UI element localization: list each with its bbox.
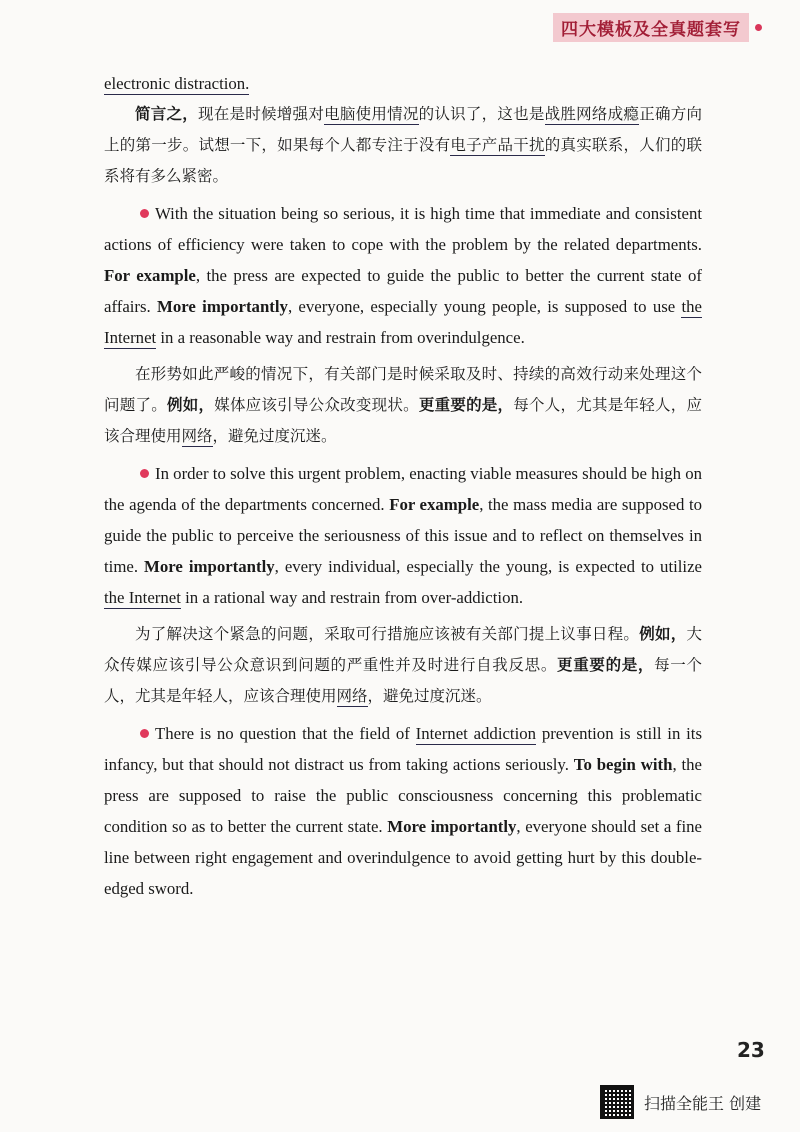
bullet-icon [140,469,149,478]
paragraph-0: electronic distraction. [104,74,250,93]
paragraph-1-zh: 简言之，现在是时候增强对电脑使用情况的认识了，这也是战胜网络成瘾正确方向上的第一步。试想一下，如果每个人都专注于没有电子产品干扰的真实联系，人们的联系将有多么紧密。 [104,105,702,185]
watermark-text: 扫描全能王 创建 [644,1093,762,1113]
paragraph-5-zh: 为了解决这个紧急的问题，采取可行措施应该被有关部门提上议事日程。例如，大众传媒应该引导公众意识到问题的严重性并及时进行自我反思。更重要的是，每一个人，尤其是年轻人，应该合理使用网络，避免过度沉迷。 [104,625,702,705]
header-title: 四大模板及全真题套写 [553,13,749,42]
paragraph-6-en: There is no question that the field of Internet addiction prevention is still in its infancy, but that should not distract us from taking actions seriously. To begin with, the press are supposed to raise the public consciousness concerning this problematic condition so as to better the current state. More importantly, everyone should set a fine line between right engagement and overindulgence to avoid getting hurt by this double-edged sword. [104,724,702,898]
page-header [553,14,762,40]
page-number: 23 [737,1038,765,1062]
paragraph-2-en: With the situation being so serious, it is high time that immediate and consistent actions of efficiency were taken to cope with the problem by the related departments. For example, the press are expected to guide the public to better the current state of affairs. More importantly, everyone, especially young people, is supposed to use the Internet in a reasonable way and restrain from overindulgence. [104,204,702,347]
paragraph-4-en: In order to solve this urgent problem, enacting viable measures should be high on the agenda of the departments concerned. For example, the mass media are supposed to guide the public to perceive the seriousness of this issue and to reflect on themselves in time. More importantly, every individual, especially the young, is expected to utilize the Internet in a rational way and restrain from over-addiction. [104,464,703,607]
page-content [104,68,702,904]
paragraph-3-zh: 在形势如此严峻的情况下，有关部门是时候采取及时、持续的高效行动来处理这个问题了。例如，媒体应该引导公众改变现状。更重要的是，每个人，尤其是年轻人，应该合理使用网络，避免过度沉迷。 [104,365,702,445]
bullet-icon [140,209,149,218]
scanner-watermark [600,1085,761,1119]
qr-code-icon [600,1085,634,1119]
bullet-icon [140,729,149,738]
header-dot-icon [755,24,762,31]
